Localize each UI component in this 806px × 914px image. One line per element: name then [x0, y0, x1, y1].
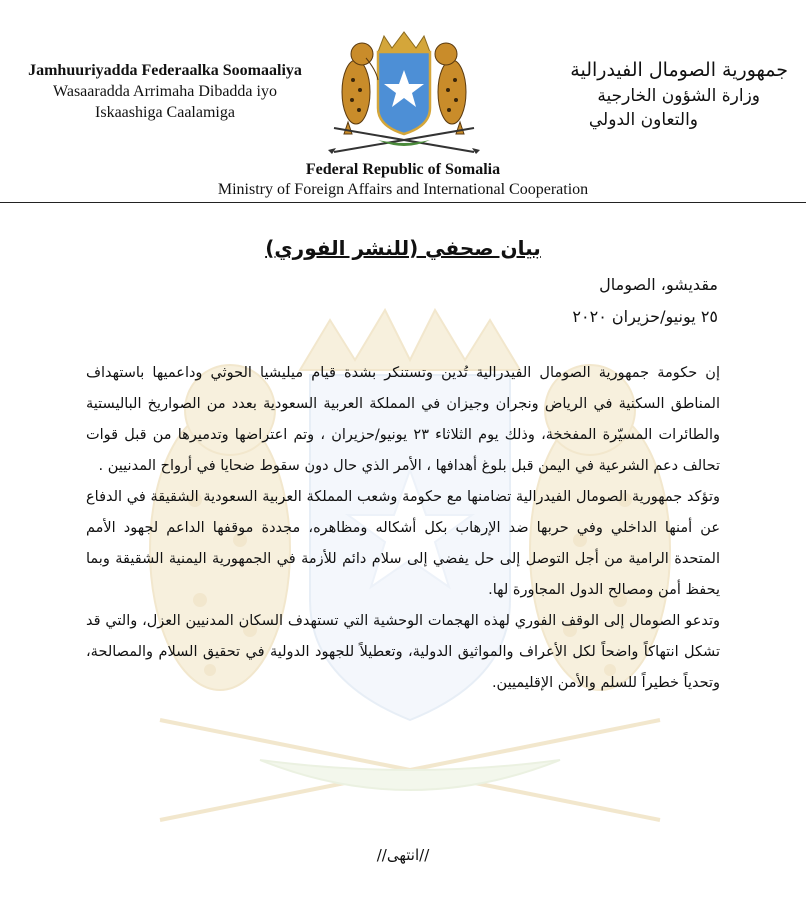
- header-arabic-line1: جمهورية الصومال الفيدرالية: [570, 59, 788, 81]
- header-arabic-block: [470, 56, 788, 132]
- document-body: [86, 358, 720, 699]
- header-english-block: [0, 160, 806, 200]
- document-place: مقديشو، الصومال: [599, 275, 718, 294]
- header-arabic-line3: والتعاون الدولي: [588, 110, 698, 130]
- document-title: بيان صحفي (للنشر الفوري): [265, 236, 541, 260]
- header-somali-block: [0, 60, 330, 123]
- header-somali-line3: Iskaashiga Caalamiga: [95, 104, 235, 121]
- paragraph: وتدعو الصومال إلى الوقف الفوري لهذه الهجمات الوحشية التي تستهدف السكان المدنيين العزل، والتي قد تشكل انتهاكاً واضحاً لكل الأعراف والمواثيق الدولية، وتعطيلاً للجهود الدولية في تحقيق السلام والمصالحة، وتحدياً خطيراً للسلم والأمن الإقليميين.: [86, 613, 720, 691]
- somalia-coat-of-arms-emblem: [326, 30, 482, 158]
- header-somali-line1: Jamhuuriyadda Federaalka Soomaaliya: [28, 62, 302, 79]
- header-english-line2: Ministry of Foreign Affairs and International Cooperation: [217, 181, 589, 198]
- document-date: ٢٥ يونيو/حزيران ٢٠٢٠: [572, 307, 718, 326]
- paragraph: إن حكومة جمهورية الصومال الفيدرالية تُدين وتستنكر بشدة قيام ميليشيا الحوثي وداعميها باستهداف المناطق السكنية في الرياض ونجران وجيزان في المملكة العربية السعودية بعدد من الصواريخ الباليستية والطائرات المسيّرة المفخخة، وذلك يوم الثلاثاء ٢٣ يونيو/حزيران ، وتم اعتراضها وتدميرها من قبل قوات تحالف دعم الشرعية في اليمن قبل بلوغ أهدافها ، الأمر الذي حال دون سقوط ضحايا في أرواح المدنيين .: [86, 365, 720, 474]
- header-divider: [0, 202, 806, 203]
- header-somali-line2: Wasaaradda Arrimaha Dibadda iyo: [53, 83, 277, 100]
- header-arabic-line2: وزارة الشؤون الخارجية: [597, 86, 760, 106]
- paragraph: وتؤكد جمهورية الصومال الفيدرالية تضامنها مع حكومة وشعب المملكة العربية السعودية الشقيقة في الدفاع عن أمنها الداخلي وفي حربها ضد الإرهاب بكل أشكاله ومظاهره، مجددة موقفها الداعم لجهود الأمم المتحدة الرامية من أجل التوصل إلى حل يفضي إلى سلام دائم للأزمة في الجمهورية اليمنية الشقيقة وبما يحفظ أمن ومصالح الدول المجاورة لها.: [86, 489, 720, 598]
- end-mark: //انتهى//: [376, 846, 430, 864]
- header-english-line1: Federal Republic of Somalia: [305, 161, 501, 178]
